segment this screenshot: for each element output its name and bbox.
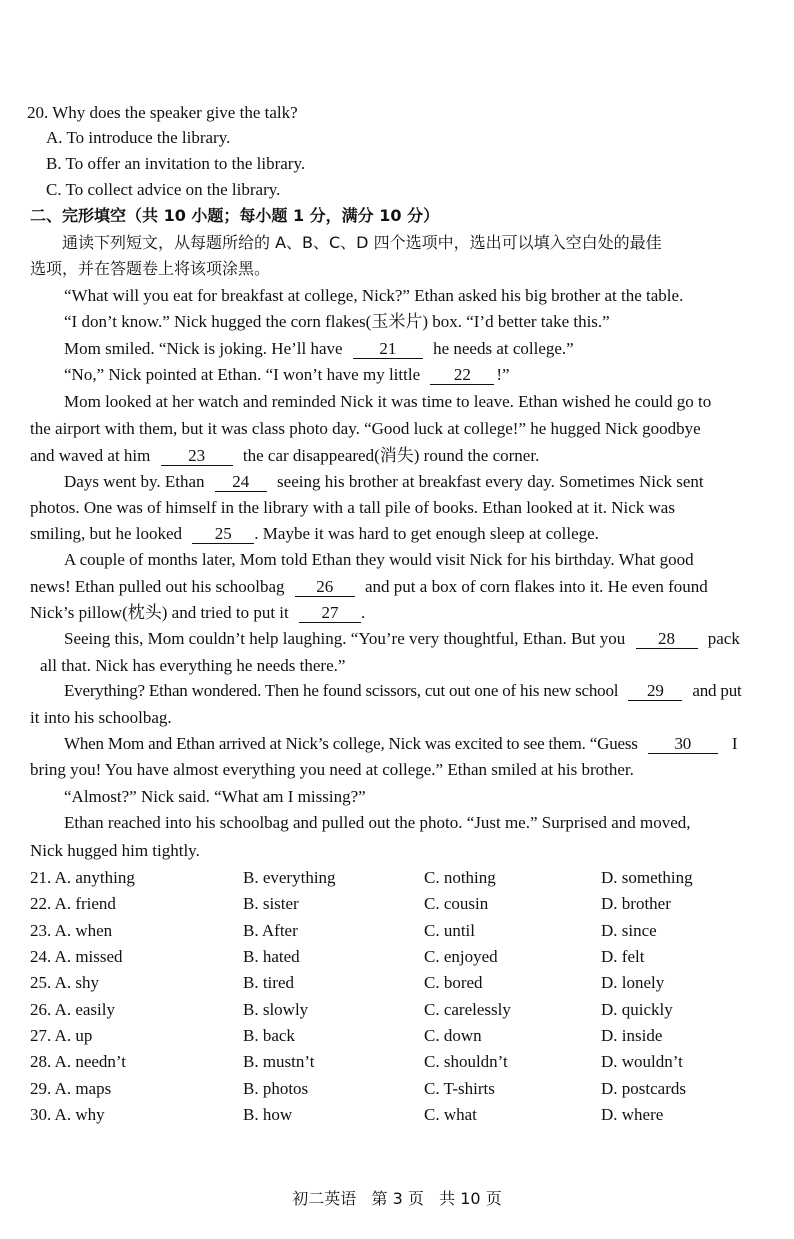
choice-d: D. felt	[601, 947, 645, 966]
passage-text: smiling, but he looked	[30, 524, 183, 543]
passage-text: and put a box of corn flakes into it. He even found	[365, 577, 708, 596]
passage-text: !”	[496, 365, 510, 384]
blank-25: 25	[192, 525, 254, 544]
choice-a: 21. A. anything	[30, 868, 135, 887]
choice-d: D. inside	[601, 1026, 663, 1045]
passage-text: Everything? Ethan wondered. Then he found scissors, cut out one of his new school	[64, 681, 619, 700]
choice-c: C. until	[424, 921, 476, 940]
choice-b: B. After	[243, 921, 298, 940]
passage-text: Mom smiled. “Nick is joking. He’ll have	[64, 339, 343, 358]
passage-text: “No,” Nick pointed at Ethan. “I won’t have my little	[64, 365, 421, 384]
passage-text: the car disappeared(消失) round the corner.	[242, 446, 540, 465]
passage-text: . Maybe it was hard to get enough sleep at college.	[254, 524, 599, 543]
passage-text: he needs at college.”	[433, 339, 574, 358]
choice-a: 22. A. friend	[30, 894, 116, 913]
passage-line: the airport with them, but it was class photo day. “Good luck at college!” he hugged Nick goodbye	[30, 419, 701, 438]
q20-option-a: A. To introduce the library.	[46, 128, 231, 147]
choice-c: C. what	[424, 1105, 477, 1124]
passage-line: “What will you eat for breakfast at college, Nick?” Ethan asked his big brother at the table.	[64, 286, 684, 305]
passage-line: Ethan reached into his schoolbag and pulled out the photo. “Just me.” Surprised and moved,	[64, 813, 691, 832]
passage-line: Mom looked at her watch and reminded Nick it was time to leave. Ethan wished he could go to	[64, 392, 712, 411]
passage-line: A couple of months later, Mom told Ethan they would visit Nick for his birthday. What good	[64, 550, 694, 569]
page-footer: 初二英语 第 3 页 共 10 页	[292, 1189, 502, 1208]
choice-d: D. where	[601, 1105, 664, 1124]
passage-line: all that. Nick has everything he needs there.”	[40, 656, 346, 675]
passage-text: pack	[707, 629, 740, 648]
choice-d: D. brother	[601, 894, 671, 913]
choice-b: B. hated	[243, 947, 300, 966]
choice-c: C. down	[424, 1026, 482, 1045]
choice-a: 30. A. why	[30, 1105, 105, 1124]
blank-22: 22	[430, 366, 494, 385]
choice-a: 29. A. maps	[30, 1079, 112, 1098]
passage-text: Nick’s pillow(枕头) and tried to put it	[30, 603, 289, 622]
choice-a: 28. A. needn’t	[30, 1052, 127, 1071]
passage-line: it into his schoolbag.	[30, 708, 172, 727]
passage-text: seeing his brother at breakfast every day. Sometimes Nick sent	[277, 472, 704, 491]
choice-d: D. something	[601, 868, 693, 887]
passage-line	[30, 523, 794, 545]
choice-c: C. enjoyed	[424, 947, 498, 966]
blank-24: 24	[215, 473, 267, 492]
passage-text: Seeing this, Mom couldn’t help laughing. “You’re very thoughtful, Ethan. But you	[64, 629, 626, 648]
passage-line	[64, 680, 794, 702]
passage-line: “I don’t know.” Nick hugged the corn flakes(玉米片) box. “I’d better take this.”	[64, 312, 610, 331]
passage-text: .	[361, 603, 366, 622]
choice-b: B. everything	[243, 868, 336, 887]
blank-30: 30	[648, 735, 718, 754]
section2-instruction-line2: 选项，并在答题卷上将该项涂黑。	[30, 259, 271, 278]
passage-text: Days went by. Ethan	[64, 472, 205, 491]
choice-b: B. how	[243, 1105, 293, 1124]
choice-a: 23. A. when	[30, 921, 113, 940]
choice-c: C. nothing	[424, 868, 496, 887]
passage-line	[64, 364, 794, 386]
passage-line: Nick hugged him tightly.	[30, 841, 200, 860]
passage-line	[64, 338, 794, 360]
choice-d: D. since	[601, 921, 657, 940]
choice-b: B. photos	[243, 1079, 309, 1098]
section2-heading: 二、完形填空（共 10 小题；每小题 1 分，满分 10 分）	[30, 206, 440, 225]
blank-27: 27	[299, 604, 361, 623]
blank-29: 29	[628, 682, 682, 701]
passage-line: photos. One was of himself in the library with a tall pile of books. Ethan looked at it. Nick was	[30, 498, 675, 517]
choice-d: D. lonely	[601, 973, 665, 992]
choice-c: C. bored	[424, 973, 483, 992]
passage-text: and waved at him	[30, 446, 151, 465]
choice-b: B. tired	[243, 973, 294, 992]
blank-28: 28	[636, 630, 698, 649]
blank-23: 23	[161, 447, 233, 466]
passage-text: I	[731, 734, 738, 753]
passage-line	[30, 445, 794, 467]
choice-b: B. mustn’t	[243, 1052, 315, 1071]
passage-line: “Almost?” Nick said. “What am I missing?”	[64, 787, 366, 806]
passage-text: and put	[692, 681, 742, 700]
passage-text: news! Ethan pulled out his schoolbag	[30, 577, 285, 596]
q20-option-c: C. To collect advice on the library.	[46, 180, 281, 199]
blank-26: 26	[295, 578, 355, 597]
passage-line	[30, 576, 794, 598]
section2-instruction-line1: 通读下列短文，从每题所给的 A、B、C、D 四个选项中，选出可以填入空白处的最佳	[62, 233, 662, 252]
q20-option-b: B. To offer an invitation to the library.	[46, 154, 306, 173]
choice-a: 25. A. shy	[30, 973, 99, 992]
choice-a: 27. A. up	[30, 1026, 93, 1045]
passage-line	[64, 471, 794, 493]
choice-d: D. wouldn’t	[601, 1052, 683, 1071]
choice-c: C. cousin	[424, 894, 489, 913]
passage-line: bring you! You have almost everything you need at college.” Ethan smiled at his brother.	[30, 760, 634, 779]
blank-21: 21	[353, 340, 423, 359]
choice-c: C. carelessly	[424, 1000, 511, 1019]
passage-line	[64, 628, 794, 650]
choice-b: B. sister	[243, 894, 299, 913]
passage-line	[64, 733, 794, 755]
choice-d: D. postcards	[601, 1079, 686, 1098]
choice-a: 26. A. easily	[30, 1000, 115, 1019]
passage-line	[30, 602, 794, 624]
choice-b: B. back	[243, 1026, 295, 1045]
choice-a: 24. A. missed	[30, 947, 123, 966]
choice-c: C. T-shirts	[424, 1079, 495, 1098]
choice-d: D. quickly	[601, 1000, 673, 1019]
choice-b: B. slowly	[243, 1000, 309, 1019]
passage-text: When Mom and Ethan arrived at Nick’s college, Nick was excited to see them. “Guess	[64, 734, 638, 753]
choice-c: C. shouldn’t	[424, 1052, 508, 1071]
q20-stem: 20. Why does the speaker give the talk?	[27, 103, 298, 122]
